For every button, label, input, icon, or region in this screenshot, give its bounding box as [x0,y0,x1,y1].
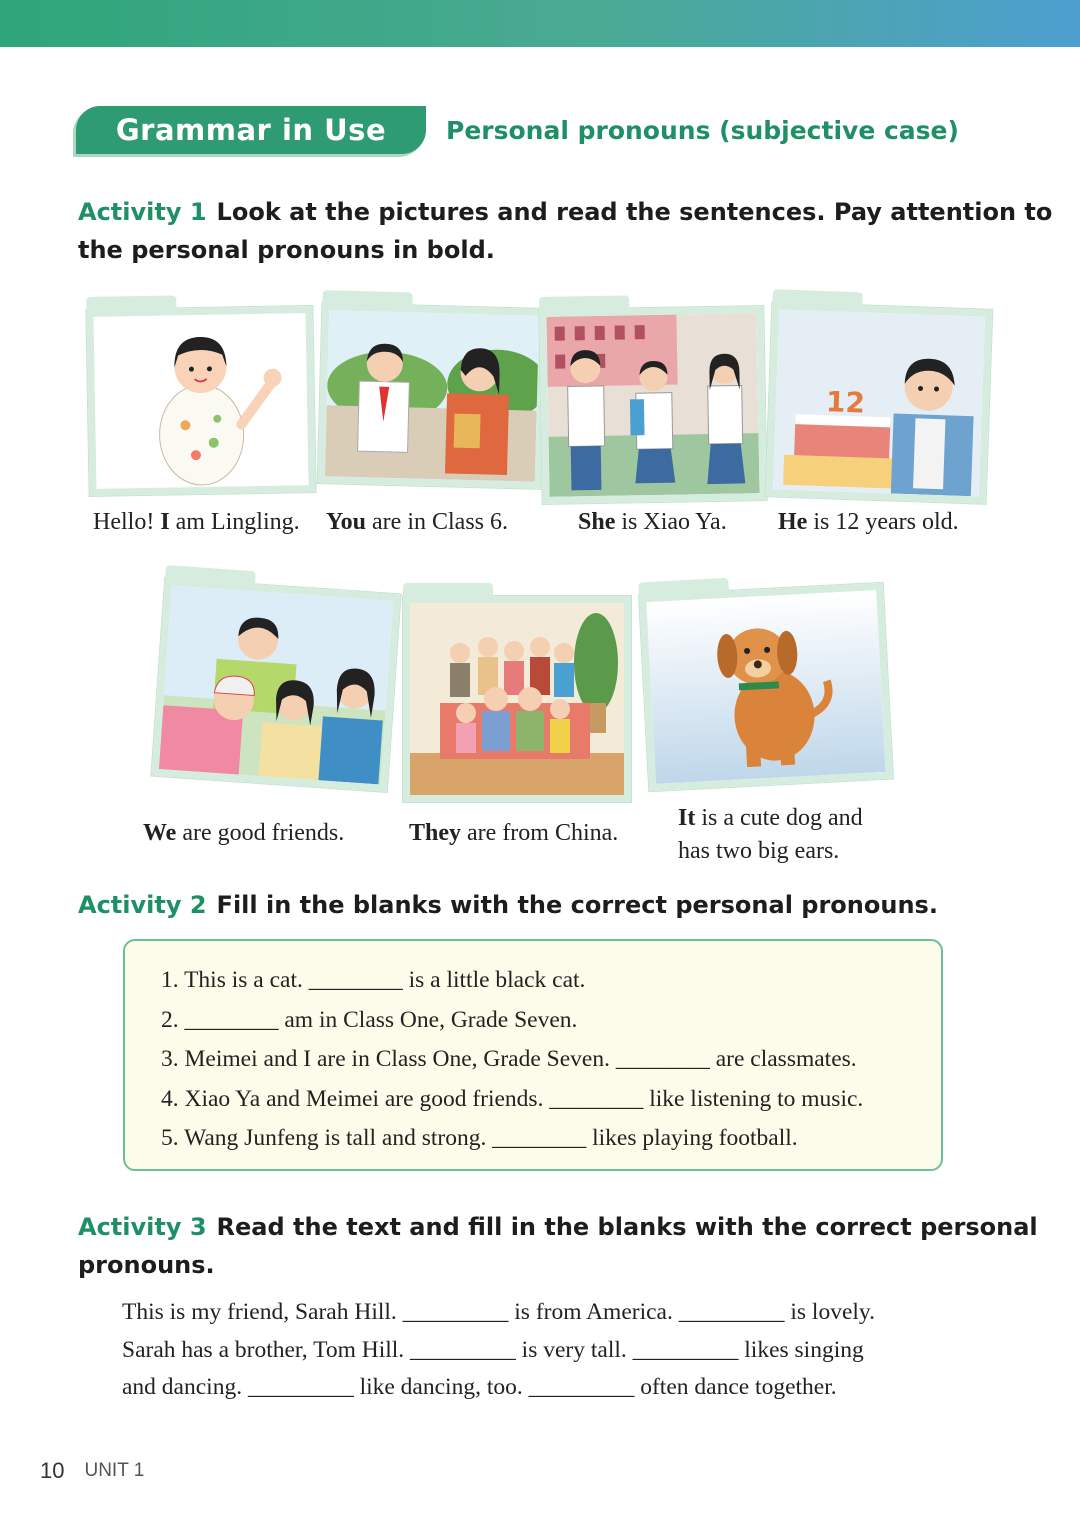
top-banner [0,0,1080,47]
caption-friends: We are good friends. [143,820,345,846]
teacher-and-student-illustration [325,310,539,481]
three-students-illustration [546,313,759,497]
activity2-heading [78,886,938,924]
activity3-heading [78,1208,1038,1284]
activity2-exercise-box [123,939,943,1171]
activity1-instruction-line1: Look at the pictures and read the sentences. Pay attention to [216,198,1053,226]
picture-dog [639,583,893,792]
text-line: This is my friend, Sarah Hill. _________ is from America. _________ is lovely. [122,1299,875,1325]
section-subtitle: Personal pronouns (subjective case) [446,115,959,145]
activity2-label: Activity 2 [78,891,207,919]
text-line: Sarah has a brother, Tom Hill. _________ is very tall. _________ likes singing [122,1336,864,1363]
boy-with-birthday-cake-illustration [773,309,985,496]
activity3-instruction-line1: Read the text and fill in the blanks with the correct personal [216,1213,1038,1241]
exercise-item: 4. Xiao Ya and Meimei are good friends. ________ like listening to music. [161,1085,864,1112]
activity2-instruction: Fill in the blanks with the correct personal pronouns. [216,891,938,919]
section-badge-label: Grammar in Use [115,113,387,147]
dog-illustration [646,590,885,784]
family-portrait-illustration [410,603,624,795]
caption-class6: You are in Class 6. [326,509,509,535]
exercise-item: 5. Wang Junfeng is tall and strong. ________ likes playing football. [161,1125,798,1151]
caption-lingling: Hello! I am Lingling. [93,509,300,535]
cake-number: 12 [825,385,866,420]
caption-12-years: He is 12 years old. [778,509,959,535]
picture-friends [151,578,400,792]
caption-family: They are from China. [409,820,619,846]
caption-dog: It is a cute dog and has two big ears. [678,805,863,864]
four-friends-illustration [159,585,393,784]
activity1-instruction-line2: the personal pronouns in bold. [78,236,495,264]
picture-12-years [766,302,993,504]
picture-family [403,596,631,802]
picture-class6 [318,303,547,489]
activity1-label: Activity 1 [78,198,207,226]
exercise-item: 2. ________ am in Class One, Grade Seven. [161,1006,578,1033]
caption-xiaoya: She is Xiao Ya. [578,509,727,535]
section-badge [76,106,426,154]
exercise-item: 3. Meimei and I are in Class One, Grade Seven. ________ are classmates. [161,1046,857,1072]
picture-xiaoya [539,306,766,504]
activity3-label: Activity 3 [78,1213,207,1241]
exercise-item: 1. This is a cat. ________ is a little black cat. [161,967,586,993]
text-line: and dancing. _________ like dancing, too. _________ often dance together. [122,1374,837,1400]
page-number: 10 [40,1458,65,1483]
activity3-text [122,1294,922,1407]
girl-waving-illustration [94,313,309,489]
activity3-instruction-line2: pronouns. [78,1251,215,1279]
unit-label: UNIT 1 [84,1460,145,1481]
activity1-heading [78,193,1052,269]
page-footer [40,1456,144,1486]
picture-lingling [86,306,315,496]
